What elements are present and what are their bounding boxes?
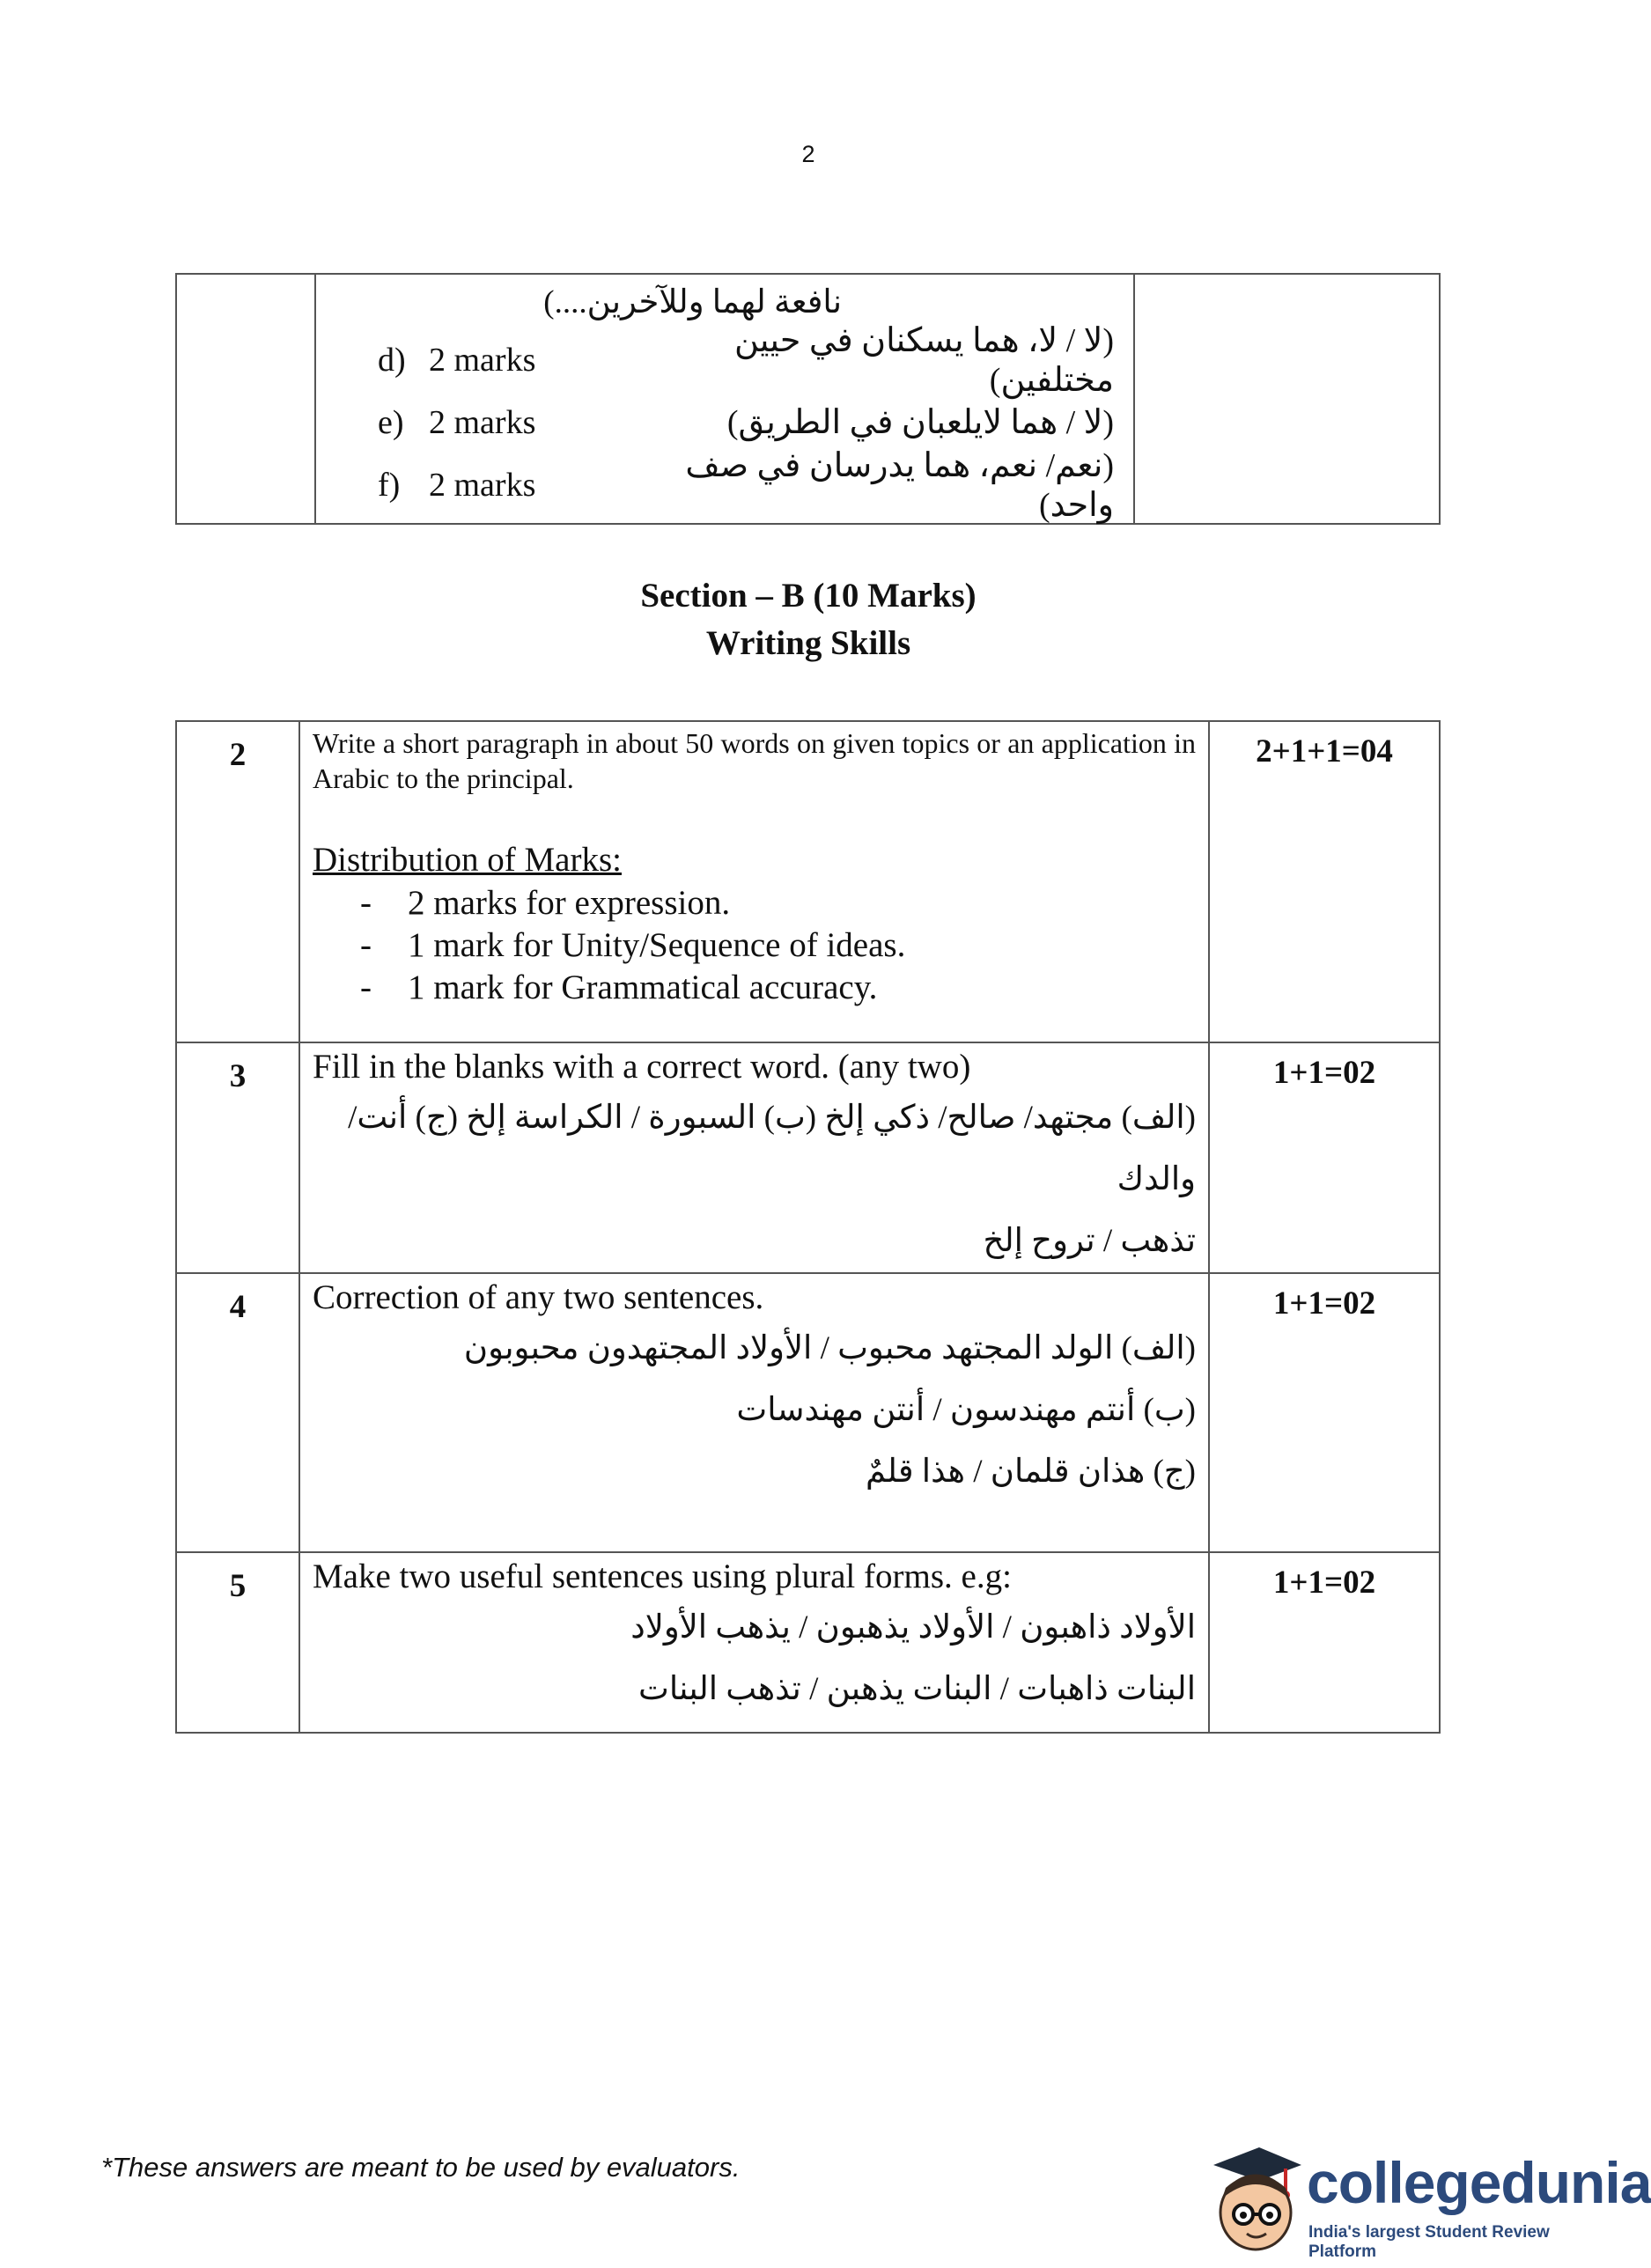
question-text: Write a short paragraph in about 50 words on given topics or an application in Arabic to the principal. [313,727,1196,794]
question-body [299,1042,1209,1273]
list-item: - 1 mark for Unity/Sequence of ideas. [360,926,906,964]
question-number: 4 [176,1273,299,1552]
arabic-answer: (ج) هذان قلمان / هذا قلمٌ [866,1454,1196,1490]
cont-letter: f) [378,466,401,504]
arabic-answer: تذهب / تروح إلخ [983,1223,1196,1259]
cont-item-d [317,321,1132,399]
question-body [299,721,1209,1042]
question-marks: 1+1=02 [1209,1552,1440,1733]
questions-table [175,720,1441,1734]
continuation-table [175,273,1441,525]
list-item: - 1 mark for Grammatical accuracy. [360,968,878,1006]
table-row [176,721,1440,1042]
collegedunia-logo[interactable] [1198,2135,1651,2261]
cont-answer-cell [315,274,1134,524]
distribution-title: Distribution of Marks: [313,841,622,879]
section-subtitle: Writing Skills [705,624,911,662]
cont-arabic: (لا / هما لايلعبان في الطريق) [726,404,1114,441]
cont-marks-cell [1134,274,1440,524]
question-number: 3 [176,1042,299,1273]
cont-letter: e) [378,403,404,441]
question-marks: 1+1=02 [1209,1042,1440,1273]
list-item: - 2 marks for expression. [360,884,731,922]
cont-letter: d) [378,341,406,379]
question-body [299,1552,1209,1733]
cont-item-f [317,446,1132,524]
cont-marks: 2 marks [429,466,536,504]
question-number: 5 [176,1552,299,1733]
table-row [176,1042,1440,1273]
logo-tagline: India's largest Student Review Platform [1308,2223,1550,2261]
distribution-list [313,882,1196,1009]
cont-marks: 2 marks [429,403,536,441]
cont-number-cell [176,274,315,524]
cont-item-e [317,391,1132,453]
question-text: Fill in the blanks with a correct word. (any two) [313,1048,971,1086]
logo-text: collegedunia [1307,2150,1651,2215]
table-row [176,1273,1440,1552]
student-mascot-icon [1198,2135,1303,2258]
arabic-answer: الأولاد ذاهبون / الأولاد يذهبون / يذهب الأولاد [630,1609,1196,1646]
footnote: *These answers are meant to be used by evaluators. [101,2152,741,2183]
cont-marks: 2 marks [429,341,536,379]
section-heading [0,572,1617,667]
question-body [299,1273,1209,1552]
question-text: Make two useful sentences using plural forms. e.g: [313,1557,1012,1595]
question-number: 2 [176,721,299,1042]
question-text: Correction of any two sentences. [313,1278,764,1316]
arabic-answer: البنات ذاهبات / البنات يذهبن / تذهب البنات [638,1671,1196,1707]
cont-arabic: (لا / لا، هما يسكنان في حيين مختلفين) [733,321,1114,399]
arabic-answer: (الف) مجتهد/ صالح/ ذكي إلخ (ب) السبورة / الكراسة إلخ (ج) أنت/والدك [348,1100,1196,1197]
question-marks: 2+1+1=04 [1209,721,1440,1042]
cont-arabic: (نعم/ نعم، هما يدرسان في صف واحد) [685,446,1114,524]
question-marks: 1+1=02 [1209,1273,1440,1552]
cont-top-line: نافعة لهما وللآخرين....) [543,284,842,320]
table-row [176,1552,1440,1733]
page-number: 2 [801,141,815,167]
arabic-answer: (الف) الولد المجتهد محبوب / الأولاد المجتهدون محبوبون [463,1330,1196,1366]
section-title: Section – B (10 Marks) [640,577,977,615]
arabic-answer: (ب) أنتم مهندسون / أنتن مهندسات [736,1392,1196,1428]
